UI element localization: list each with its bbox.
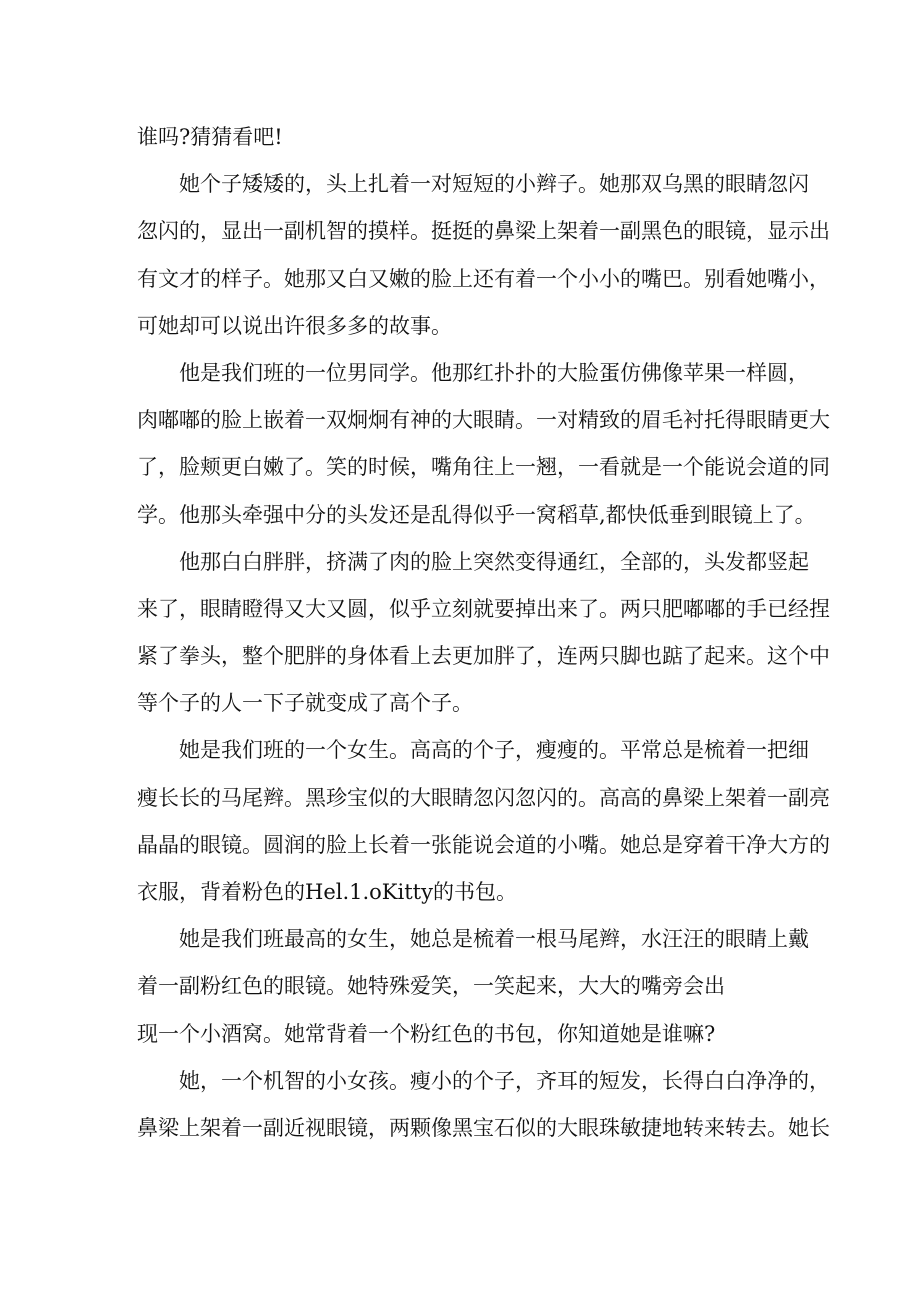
document-body xyxy=(137,114,830,1152)
text-line: 学。他那头牵强中分的头发还是乱得似乎一窝稻草,都快低垂到眼镜上了。 xyxy=(137,502,816,527)
text-line: 他是我们班的一位男同学。他那红扑扑的大脸蛋仿佛像苹果一样圆， xyxy=(179,360,809,385)
text-line: 着一副粉红色的眼镜。她特殊爱笑，一笑起来，大大的嘴旁会出 xyxy=(137,974,725,999)
text-line: 可她却可以说出许很多多的故事。 xyxy=(137,313,452,338)
text-line: 忽闪的，显出一副机智的摸样。挺挺的鼻梁上架着一副黑色的眼镜，显示出 xyxy=(137,219,830,244)
text-line: 她是我们班最高的女生，她总是梳着一根马尾辫，水汪汪的眼睛上戴 xyxy=(179,927,809,952)
text-line: 紧了拳头，整个肥胖的身体看上去更加胖了，连两只脚也踮了起来。这个中 xyxy=(137,644,830,669)
text-line: 等个子的人一下子就变成了高个子。 xyxy=(137,691,473,716)
text-line: 她个子矮矮的，头上扎着一对短短的小辫子。她那双乌黑的眼睛忽闪 xyxy=(179,172,809,197)
text-line: 他那白白胖胖，挤满了肉的脸上突然变得通红，全部的，头发都竖起 xyxy=(179,549,809,574)
text-line: 她是我们班的一个女生。高高的个子，瘦瘦的。平常总是梳着一把细 xyxy=(179,738,809,763)
text-line: 谁吗?猜猜看吧! xyxy=(137,125,283,149)
text-line: 现一个小酒窝。她常背着一个粉红色的书包，你知道她是谁嘛? xyxy=(137,1021,716,1046)
text-line: 瘦长长的马尾辫。黑珍宝似的大眼睛忽闪忽闪的。高高的鼻梁上架着一副亮 xyxy=(137,785,830,810)
text-line: 有文才的样子。她那又白又嫩的脸上还有着一个小小的嘴巴。别看她嘴小， xyxy=(137,266,830,291)
text-line: 衣服，背着粉色的Hel.1.oKitty的书包。 xyxy=(137,880,517,904)
text-line: 晶晶的眼镜。圆润的脸上长着一张能说会道的小嘴。她总是穿着干净大方的 xyxy=(137,832,830,857)
text-line: 她，一个机智的小女孩。瘦小的个子，齐耳的短发，长得白白净净的， xyxy=(179,1068,830,1093)
text-line: 来了，眼睛瞪得又大又圆，似乎立刻就要掉出来了。两只肥嘟嘟的手已经捏 xyxy=(137,596,830,621)
text-line: 了，脸颊更白嫩了。笑的时候，嘴角往上一翘，一看就是一个能说会道的同 xyxy=(137,455,830,480)
text-line: 肉嘟嘟的脸上嵌着一双炯炯有神的大眼睛。一对精致的眉毛衬托得眼睛更大 xyxy=(137,408,830,433)
text-line: 鼻梁上架着一副近视眼镜，两颗像黑宝石似的大眼珠敏捷地转来转去。她长 xyxy=(137,1115,830,1140)
